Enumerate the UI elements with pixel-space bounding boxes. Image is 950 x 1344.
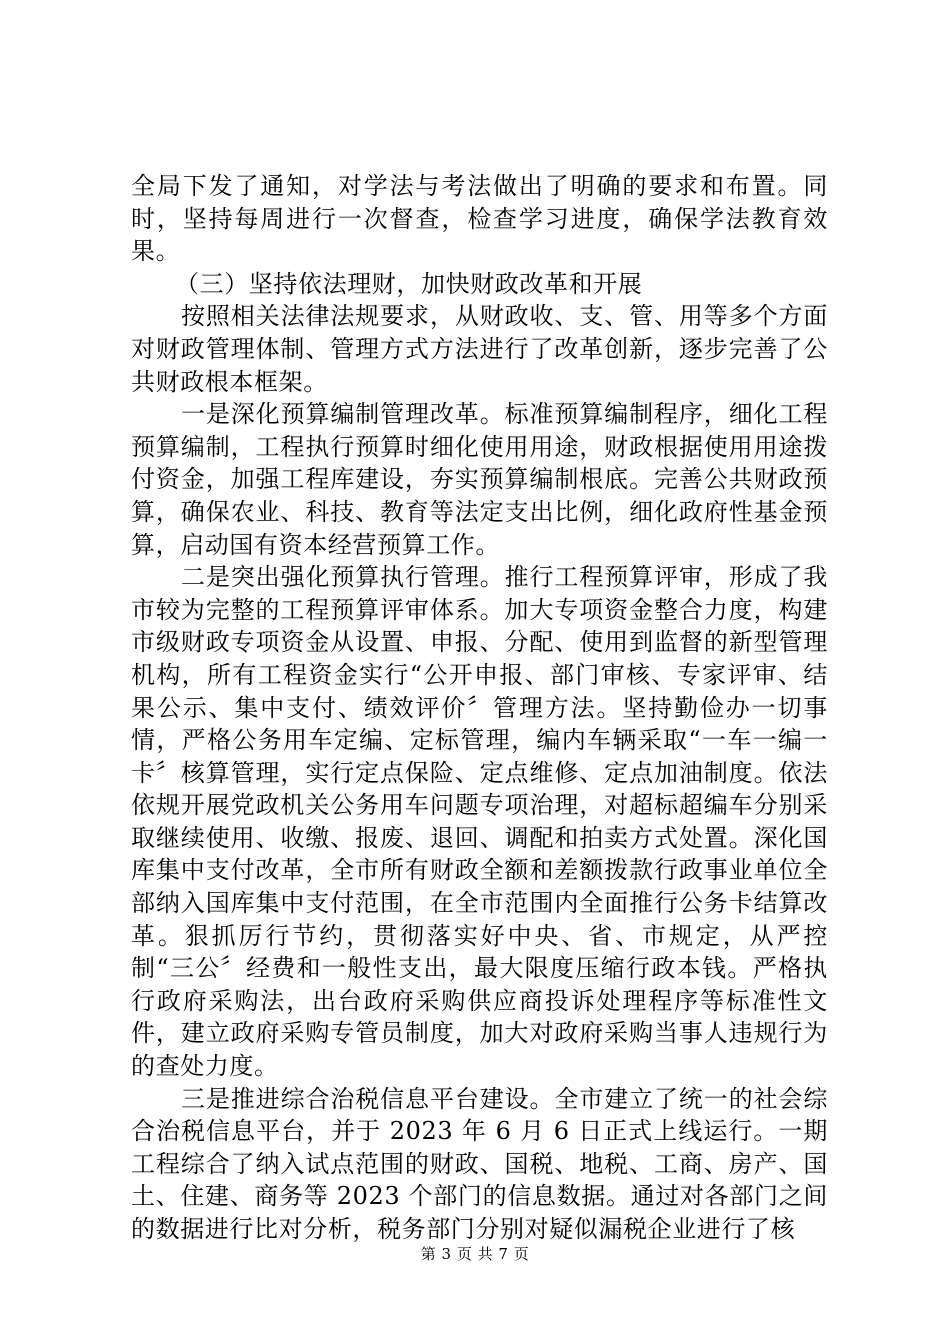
document-body: [131, 170, 828, 1246]
paragraph-tax-platform: 三是推进综合治税信息平台建设。全市建立了统一的社会综合治税信息平台，并于 2023 年 6 月 6 日正式上线运行。一期工程综合了纳入试点范围的财政、国税、地税、工商、房产、国土、住建、商务等 2023 个部门的信息数据。通过对各部门之间的数据进行比对分析，税务部门分别对疑似漏税企业进行了核: [131, 1084, 828, 1243]
section-heading-3: （三）坚持依法理财，加快财政改革和开展: [175, 269, 643, 298]
paragraph-continuation: 全局下发了通知，对学法与考法做出了明确的要求和布置。同时，坚持每周进行一次督查，检查学习进度，确保学法教育效果。: [131, 172, 828, 266]
paragraph-budget-reform: 一是深化预算编制管理改革。标准预算编制程序，细化工程预算编制，工程执行预算时细化使用用途，财政根据使用用途拨付资金，加强工程库建设，夯实预算编制根底。完善公共财政预算，确保农业、科技、教育等法定支出比例，细化政府性基金预算，启动国有资本经营预算工作。: [131, 400, 828, 559]
paragraph-legal-requirements: 按照相关法律法规要求，从财政收、支、管、用等多个方面对财政管理体制、管理方式方法进行了改革创新，逐步完善了公共财政根本框架。: [131, 302, 828, 396]
page-number-footer: 第 3 页 共 7 页: [420, 1245, 530, 1263]
paragraph-budget-execution: 二是突出强化预算执行管理。推行工程预算评审，形成了我市较为完整的工程预算评审体系。加大专项资金整合力度，构建市级财政专项资金从设置、申报、分配、使用到监督的新型管理机构，所有工程资金实行“公开申报、部门审核、专家评审、结果公示、集中支付、绩效评价〞管理方法。坚持勤俭办一切事情，严格公务用车定编、定标管理，编内车辆采取“一车一编一卡〞核算管理，实行定点保险、定点维修、定点加油制度。依法依规开展党政机关公务用车问题专项治理，对超标超编车分别采取继续使用、收缴、报废、退回、调配和拍卖方式处置。深化国库集中支付改革，全市所有财政全额和差额拨款行政事业单位全部纳入国库集中支付范围，在全市范围内全面推行公务卡结算改革。狠抓厉行节约，贯彻落实好中央、省、市规定，从严控制“三公〞经费和一般性支出，最大限度压缩行政本钱。严格执行政府采购法，出台政府采购供应商投诉处理程序等标准性文件，建立政府采购专管员制度，加大对政府采购当事人违规行为的查处力度。: [131, 563, 828, 1081]
